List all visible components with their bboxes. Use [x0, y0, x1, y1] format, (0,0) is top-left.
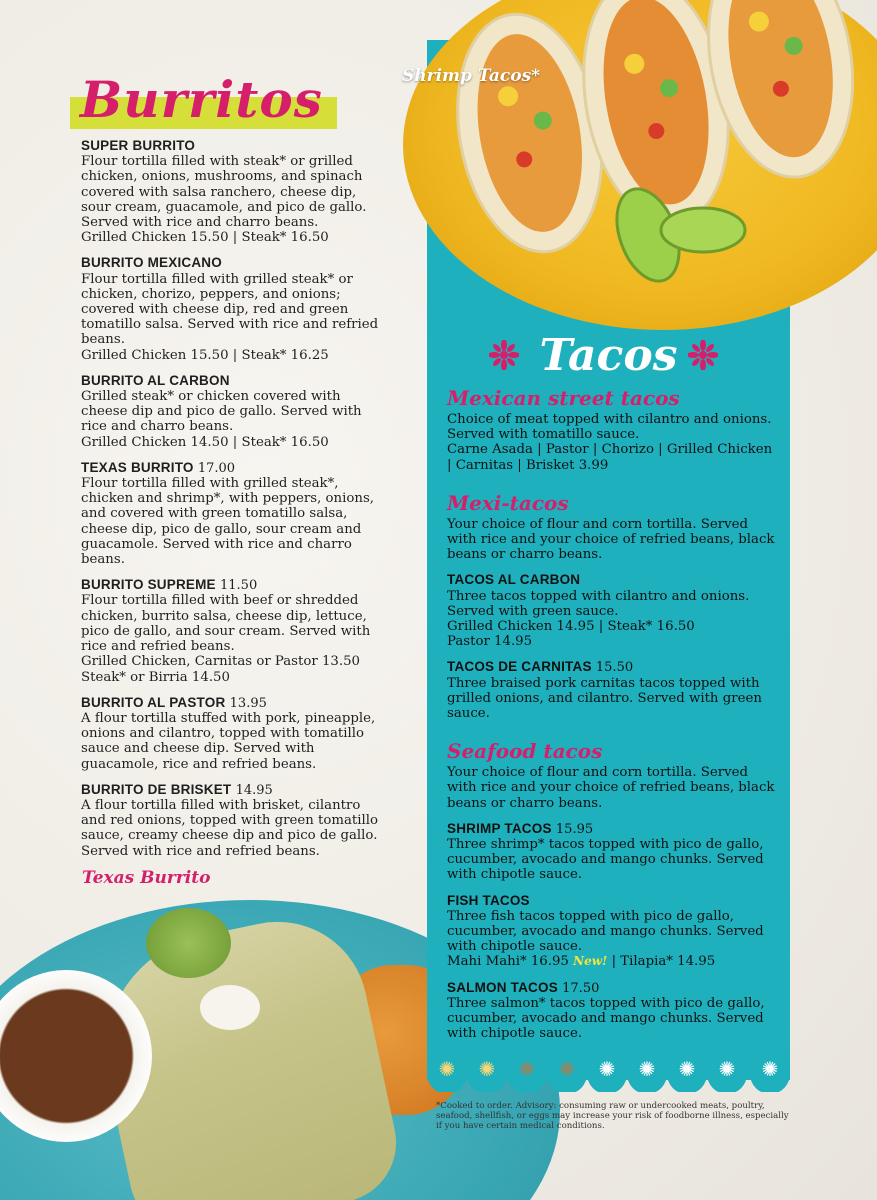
item-name: TEXAS BURRITO — [81, 459, 194, 475]
menu-item — [447, 659, 777, 721]
menu-item — [81, 695, 381, 772]
item-name: BURRITO AL PASTOR — [81, 694, 226, 710]
item-price: 14.95 — [235, 782, 273, 798]
tacos-illustration — [403, 0, 877, 330]
svg-text:✺: ✺ — [598, 1057, 616, 1081]
svg-text:✺: ✺ — [478, 1057, 496, 1081]
item-prices — [447, 954, 777, 969]
item-description: Flour tortilla filled with beef or shredded chicken, burrito salsa, cheese dip, lettuce, pico de gallo, and sour cream. Served with rice and refried beans. — [81, 593, 371, 655]
section-description: Choice of meat topped with cilantro and onions. Served with tomatillo sauce. — [447, 412, 772, 443]
item-description: A flour tortilla filled with brisket, cilantro and red onions, topped with green tomatillo sauce, creamy cheese dip and pico de gallo. Served with rice and refried beans. — [81, 797, 378, 859]
item-description: A flour tortilla stuffed with pork, pineapple, onions and cilantro, topped with tomatillo sauce and cheese dip. Served with guacamole, rice and refried beans. — [81, 710, 376, 772]
sour-cream — [200, 985, 260, 1030]
item-name: TACOS DE CARNITAS — [447, 659, 592, 675]
shrimp-tacos-caption: Shrimp Tacos* — [402, 66, 541, 86]
item-prices: Grilled Chicken 14.50 | Steak* 16.50 — [81, 434, 329, 450]
section-description: Your choice of flour and corn tortilla. Served with rice and your choice of refried beans, black beans or charro beans. — [447, 516, 775, 563]
tacos-title: Tacos — [539, 330, 678, 381]
item-price: 17.00 — [197, 460, 236, 476]
svg-text:✺: ✺ — [678, 1057, 696, 1081]
item-name: BURRITO SUPREME — [81, 577, 216, 593]
svg-text:✺: ✺ — [718, 1057, 736, 1081]
item-name: BURRITO MEXICANO — [81, 255, 222, 271]
item-description: Grilled steak* or chicken covered with cheese dip and pico de gallo. Served with rice and charro beans. — [81, 389, 362, 435]
new-badge: New! — [573, 954, 608, 969]
item-price: 11.50 — [220, 578, 258, 594]
item-description: Three fish tacos topped with pico de gallo, cucumber, avocado and mango chunks. Served with chipotle sauce. — [447, 908, 764, 955]
item-price: 13.95 — [229, 695, 267, 711]
item-prices: Grilled Chicken 15.50 | Steak* 16.25 — [81, 347, 329, 363]
section-title: Seafood tacos — [447, 739, 603, 764]
item-prices: Grilled Chicken 14.95 | Steak* 16.50 — [447, 619, 695, 635]
svg-text:✺: ✺ — [761, 1057, 779, 1081]
item-price: 15.95 — [555, 821, 594, 837]
advisory-footnote: *Cooked to order. Advisory: consuming raw or undercooked meats, poultry, seafood, shellfish, or eggs may increase your risk of foodborne illness, especially if you have certain medical conditions. — [436, 1101, 789, 1131]
item-name: FISH TACOS — [447, 892, 530, 908]
item-description: Flour tortilla filled with steak* or grilled chicken, onions, mushrooms, and spinach covered with salsa ranchero, cheese dip, sour cream, guacamole, and pico de gallo. Served with rice and charro beans. — [81, 154, 367, 231]
menu-item — [447, 893, 777, 970]
section-title: Mexi-tacos — [447, 490, 569, 515]
menu-item — [447, 821, 777, 883]
meat-options: Carne Asada | Pastor | Chorizo | Grilled Chicken | Carnitas | Brisket 3.99 — [447, 442, 773, 473]
item-name: BURRITO AL CARBON — [81, 372, 230, 388]
mexi-tacos-section — [447, 491, 777, 721]
item-prices: Steak* or Birria 14.50 — [81, 669, 230, 685]
item-prices: Grilled Chicken 15.50 | Steak* 16.50 — [81, 230, 329, 246]
item-description: Three tacos topped with cilantro and onions. Served with green sauce. — [447, 588, 750, 619]
svg-text:✺: ✺ — [638, 1057, 656, 1081]
section-description: Your choice of flour and corn tortilla. Served with rice and your choice of refried beans, black beans or charro beans. — [447, 765, 775, 811]
svg-text:✺: ✺ — [558, 1057, 576, 1081]
section-title: Mexican street tacos — [447, 386, 680, 410]
svg-text:✺: ✺ — [518, 1057, 536, 1081]
mahi-price: Mahi Mahi* 16.95 — [447, 954, 569, 970]
item-name: TACOS AL CARBON — [447, 572, 581, 588]
item-price: 17.50 — [562, 980, 600, 996]
menu-item — [81, 138, 381, 245]
shrimp-taco-plate — [403, 0, 877, 330]
svg-text:✺: ✺ — [438, 1057, 456, 1081]
item-name: BURRITO DE BRISKET — [81, 781, 232, 797]
item-description: Three shrimp* tacos topped with pico de gallo, cucumber, avocado and mango chunks. Served with chipotle sauce. — [447, 837, 764, 883]
menu-item — [81, 577, 381, 684]
menu-item — [81, 782, 381, 859]
item-prices: Grilled Chicken, Carnitas or Pastor 13.50 — [81, 654, 361, 670]
tacos-list — [447, 386, 777, 1060]
item-description: Flour tortilla filled with grilled steak* or chicken, chorizo, peppers, and onions; covered with cheese dip, red and green tomatillo salsa. Served with rice and refried beans. — [81, 271, 379, 348]
burritos-list — [81, 138, 381, 869]
texas-burrito-caption: Texas Burrito — [82, 868, 211, 888]
menu-item — [447, 980, 777, 1042]
item-name: SUPER BURRITO — [81, 138, 196, 153]
item-description: Three salmon* tacos topped with pico de gallo, cucumber, avocado and mango chunks. Served with chipotle sauce. — [447, 995, 765, 1042]
seafood-tacos-section — [447, 739, 777, 1041]
flower-icon — [688, 340, 718, 370]
menu-item — [81, 373, 381, 450]
burritos-title: Burritos — [80, 70, 323, 129]
item-price: 15.50 — [595, 660, 634, 676]
menu-item — [81, 255, 381, 362]
item-description: Three braised pork carnitas tacos topped with grilled onions, and cilantro. Served with green sauce. — [447, 675, 762, 722]
menu-item — [81, 460, 381, 567]
guacamole — [146, 908, 231, 978]
item-description: Flour tortilla filled with grilled steak*, chicken and shrimp*, with peppers, onions, and covered with green tomatillo salsa, cheese dip, pico de gallo, sour cream and guacamole. Served with rice and charro beans. — [81, 476, 374, 568]
item-name: SHRIMP TACOS — [447, 820, 552, 836]
tilapia-price: | Tilapia* 14.95 — [611, 954, 716, 970]
item-prices: Pastor 14.95 — [447, 634, 533, 650]
street-tacos-section — [447, 386, 777, 473]
item-name: SALMON TACOS — [447, 979, 558, 995]
menu-item — [447, 572, 777, 649]
